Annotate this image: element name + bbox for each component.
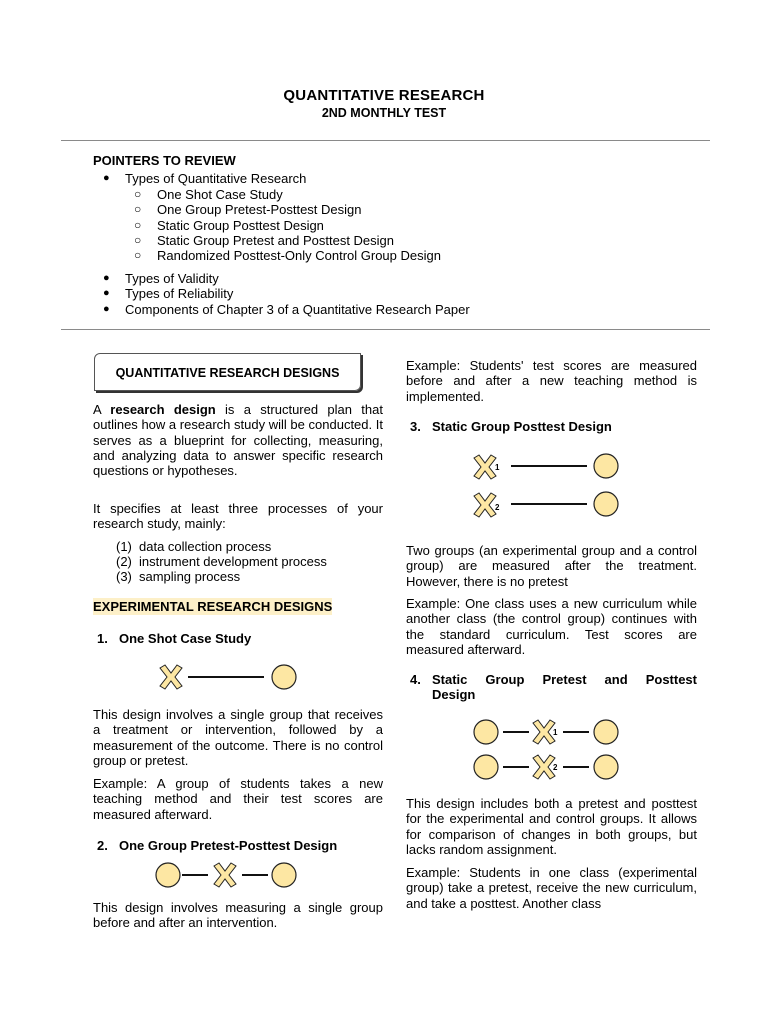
pretest-circle-icon bbox=[156, 863, 180, 887]
pretest-circle-icon bbox=[474, 755, 498, 779]
pointers-heading: POINTERS TO REVIEW bbox=[93, 153, 236, 168]
bullet-components: ● Components of Chapter 3 of a Quantitative Research Paper bbox=[103, 302, 470, 317]
definition-term: research design bbox=[110, 402, 216, 417]
design-3-example: Example: One class uses a new curriculum while another class (the control group) continues with the standard curriculum. Test scores are measured afterward. bbox=[406, 596, 697, 657]
pretest-posttest-diagram bbox=[150, 857, 310, 893]
observation-circle-icon bbox=[272, 665, 296, 689]
posttest-circle-icon bbox=[594, 720, 618, 744]
design-4-description: This design includes both a pretest and posttest for the experimental and control groups. It allows for comparison of changes in both groups, but lacks random assignment. bbox=[406, 796, 697, 857]
process-item: (2) instrument development process bbox=[116, 554, 327, 569]
bullet-dot-icon: ● bbox=[103, 172, 110, 184]
treatment-x-icon bbox=[533, 720, 555, 744]
group-2-label: 2 bbox=[495, 503, 500, 512]
hollow-bullet-icon: ○ bbox=[134, 202, 142, 216]
static-group-posttest-diagram bbox=[465, 448, 630, 522]
process-item: (3) sampling process bbox=[116, 569, 241, 584]
process-item: (1) data collection process bbox=[116, 539, 272, 554]
page-title: QUANTITATIVE RESEARCH bbox=[283, 87, 485, 104]
group-1-label: 1 bbox=[553, 728, 558, 737]
treatment-x-icon bbox=[214, 863, 236, 887]
treatment-x-icon bbox=[160, 665, 182, 689]
sub-item: ○ Static Group Posttest Design bbox=[134, 218, 324, 233]
bullet-dot-icon: ● bbox=[103, 303, 110, 315]
design-3-description: Two groups (an experimental group and a control group) are measured after the treatment. However, there is no pretest bbox=[406, 543, 697, 589]
bullet-validity: ● Types of Validity bbox=[103, 271, 219, 286]
bullet-dot-icon: ● bbox=[103, 287, 110, 299]
design-2-example: Example: Students' test scores are measured before and after a new teaching method is implemented. bbox=[406, 358, 697, 404]
design-2-description: This design involves measuring a single group before and after an intervention. bbox=[93, 900, 383, 931]
bullet-dot-icon: ● bbox=[103, 272, 110, 284]
design-2-heading: 2. One Group Pretest-Posttest Design bbox=[97, 838, 338, 853]
hollow-bullet-icon: ○ bbox=[134, 233, 142, 247]
section-box-qr-designs: QUANTITATIVE RESEARCH DESIGNS bbox=[94, 353, 361, 391]
divider-top bbox=[61, 140, 710, 141]
sub-item: ○ Randomized Posttest-Only Control Group Design bbox=[134, 248, 441, 263]
page-subtitle: 2ND MONTHLY TEST bbox=[321, 106, 447, 120]
experimental-designs-heading: EXPERIMENTAL RESEARCH DESIGNS bbox=[93, 599, 333, 614]
design-3-heading: 3. Static Group Posttest Design bbox=[410, 419, 612, 434]
sub-item: ○ One Group Pretest-Posttest Design bbox=[134, 202, 362, 217]
treatment-x-icon bbox=[533, 755, 555, 779]
hollow-bullet-icon: ○ bbox=[134, 248, 142, 262]
group-2-label: 2 bbox=[553, 763, 558, 772]
sub-item: ○ Static Group Pretest and Posttest Design bbox=[134, 233, 395, 248]
hollow-bullet-icon: ○ bbox=[134, 218, 142, 232]
pretest-circle-icon bbox=[474, 720, 498, 744]
sub-item: ○ One Shot Case Study bbox=[134, 187, 283, 202]
design-1-description: This design involves a single group that receives a treatment or intervention, followed by a measurement of the outcome. There is no control group or pretest. bbox=[93, 707, 383, 768]
bullet-reliability: ● Types of Reliability bbox=[103, 286, 234, 301]
definition-paragraph: A research design is a structured plan that outlines how a research study will be conducted. It serves as a blueprint for collecting, measuring, and analyzing data to answer specific research questions or hypotheses. bbox=[93, 402, 383, 479]
treatment-x-icon bbox=[474, 493, 496, 517]
design-1-example: Example: A group of students takes a new teaching method and their test scores are measured afterward. bbox=[93, 776, 383, 822]
bullet-types-of-qr: ● Types of Quantitative Research bbox=[103, 171, 307, 186]
hollow-bullet-icon: ○ bbox=[134, 187, 142, 201]
posttest-circle-icon bbox=[272, 863, 296, 887]
treatment-x-icon bbox=[474, 455, 496, 479]
specifies-paragraph: It specifies at least three processes of your research study, mainly: bbox=[93, 501, 383, 532]
one-shot-diagram bbox=[150, 658, 310, 698]
observation-circle-icon bbox=[594, 454, 618, 478]
observation-circle-icon bbox=[594, 492, 618, 516]
group-1-label: 1 bbox=[495, 463, 500, 472]
posttest-circle-icon bbox=[594, 755, 618, 779]
design-1-heading: 1. One Shot Case Study bbox=[97, 631, 252, 646]
design-4-example: Example: Students in one class (experimental group) take a pretest, receive the new curriculum, and take a posttest. Another class bbox=[406, 865, 697, 911]
static-group-pretest-posttest-diagram bbox=[465, 714, 630, 784]
design-4-heading: 4. Static Group Pretest and Posttest Design bbox=[410, 672, 697, 703]
divider-bottom bbox=[61, 329, 710, 330]
